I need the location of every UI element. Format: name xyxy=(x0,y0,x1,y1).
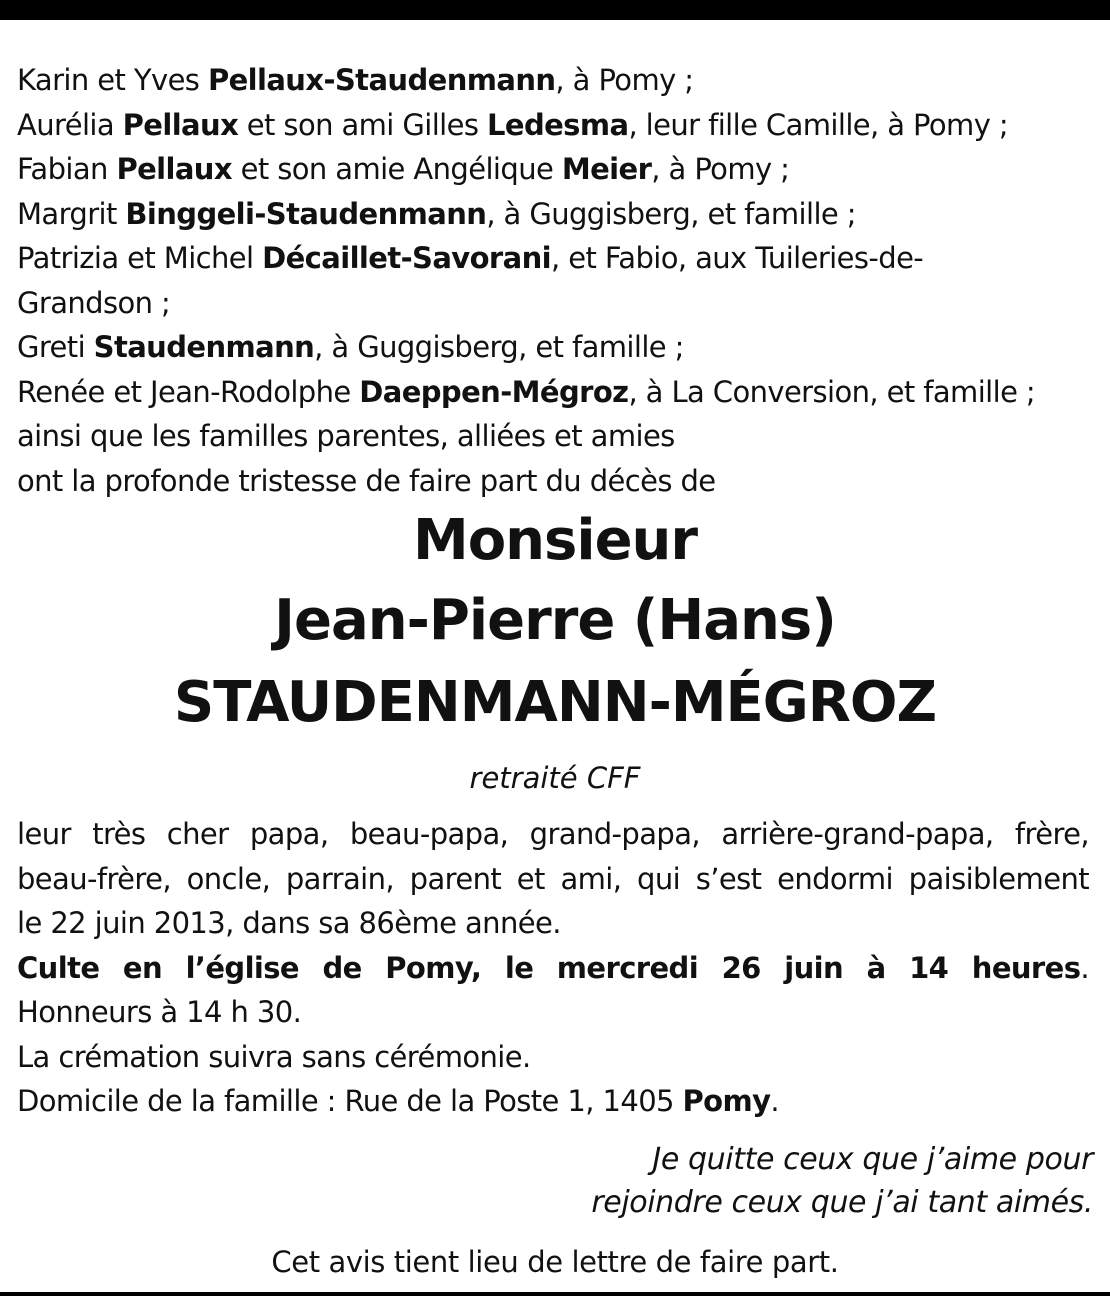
family-line xyxy=(17,325,1097,370)
domicile-text: Domicile de la famille : Rue de la Poste 1, 1405 xyxy=(17,1084,683,1118)
family-text: Renée et Jean-Rodolphe xyxy=(17,374,360,409)
family-line xyxy=(17,58,1097,103)
farewell-quote xyxy=(293,1138,1093,1224)
family-text: , et Fabio, aux Tuileries-de- xyxy=(550,241,924,275)
family-text: , à La Conversion, et famille ; xyxy=(628,374,1036,409)
family-line xyxy=(17,370,1097,415)
body-line: le 22 juin 2013, dans sa 86ème année. xyxy=(17,906,561,940)
service-period: . xyxy=(1080,950,1089,985)
family-name: Binggeli-Staudenmann xyxy=(125,196,487,231)
family-line xyxy=(17,281,1097,326)
family-name: Ledesma xyxy=(487,107,629,142)
family-name: Décaillet-Savorani xyxy=(262,241,551,275)
family-text: Patrizia et Michel xyxy=(17,241,263,275)
family-text: , leur fille Camille, à Pomy ; xyxy=(628,107,1009,142)
family-line xyxy=(17,236,1097,281)
service-details: Culte en l’église de Pomy, le mercredi 26 juin à 14 heures xyxy=(17,950,1081,985)
body-line: leur très cher papa, beau-papa, grand-papa, arrière-grand-papa, frère, xyxy=(17,817,1089,851)
service-line xyxy=(17,946,1089,991)
family-text: ainsi que les familles parentes, alliées et amies xyxy=(17,419,675,453)
family-text: , à Guggisberg, et famille ; xyxy=(486,196,856,231)
family-name: Daeppen-Mégroz xyxy=(359,374,629,409)
family-text: et son ami Gilles xyxy=(238,107,487,142)
family-name: Pellaux xyxy=(116,152,232,186)
announcement-text: ont la profonde tristesse de faire part du décès de xyxy=(17,463,716,498)
deceased-honorific: Monsieur xyxy=(412,508,698,573)
family-text: Fabian xyxy=(17,152,117,186)
family-line xyxy=(17,414,1097,459)
deceased-title: retraité CFF xyxy=(469,761,641,795)
family-text: , à Guggisberg, et famille ; xyxy=(314,330,684,364)
announcement-line xyxy=(17,459,1097,504)
family-text: Grandson ; xyxy=(17,285,171,320)
bottom-rule xyxy=(0,1292,1110,1296)
honours-line: Honneurs à 14 h 30. xyxy=(17,995,302,1029)
domicile-town: Pomy xyxy=(682,1084,771,1118)
family-name: Pellaux-Staudenmann xyxy=(207,63,556,97)
quote-line: rejoindre ceux que j’ai tant aimés. xyxy=(591,1185,1093,1220)
family-line xyxy=(17,192,1097,237)
domicile-period: . xyxy=(770,1084,780,1118)
top-rule xyxy=(0,0,1110,20)
family-text: Karin et Yves xyxy=(17,63,208,97)
deceased-first-name: Jean-Pierre (Hans) xyxy=(274,588,836,653)
quote-line: Je quitte ceux que j’aime pour xyxy=(652,1142,1093,1177)
family-text: Margrit xyxy=(17,196,126,231)
family-text: Aurélia xyxy=(17,107,123,142)
family-text: Greti xyxy=(17,330,94,364)
family-name: Meier xyxy=(561,152,652,186)
closing-note: Cet avis tient lieu de lettre de faire part. xyxy=(271,1245,839,1279)
notice-body xyxy=(17,812,1089,1124)
family-name: Pellaux xyxy=(122,107,239,142)
family-line xyxy=(17,103,1097,148)
family-text: et son amie Angélique xyxy=(231,152,562,186)
family-text: , à Pomy ; xyxy=(651,152,790,186)
family-text: , à Pomy ; xyxy=(555,63,694,97)
family-line xyxy=(17,147,1097,192)
family-list xyxy=(17,58,1097,503)
domicile-line xyxy=(17,1079,1089,1124)
body-line: beau-frère, oncle, parrain, parent et ami, qui s’est endormi paisiblement xyxy=(17,861,1089,896)
deceased-last-name: STAUDENMANN-MÉGROZ xyxy=(173,670,937,735)
family-name: Staudenmann xyxy=(93,330,315,364)
cremation-line: La crémation suivra sans cérémonie. xyxy=(17,1039,531,1074)
